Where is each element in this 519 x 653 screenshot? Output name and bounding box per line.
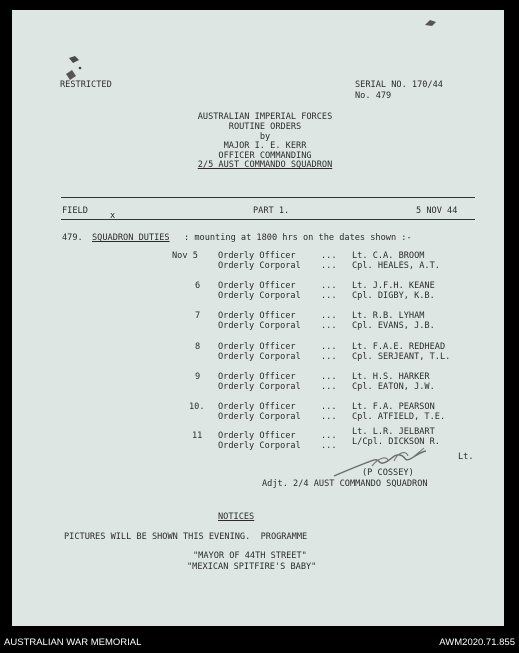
duty-dots: ... [321, 321, 337, 331]
heading-line: by [259, 132, 271, 142]
heading-line: OFFICER COMMANDING [218, 151, 312, 161]
duty-name: Cpl. EVANS, J.B. [352, 321, 435, 331]
duty-name: Lt. H.S. HARKER [352, 372, 430, 382]
duty-date: 11 [192, 431, 203, 441]
heading-line: ROUTINE ORDERS [228, 122, 302, 132]
duty-name: Lt. C.A. BROOM [352, 251, 425, 261]
signatory-name: (P COSSEY) [362, 468, 414, 478]
order-item-title: SQUADRON DUTIES [92, 233, 170, 243]
duty-role: Orderly Officer [218, 372, 296, 382]
duty-dots: ... [321, 352, 337, 362]
part-label: PART 1. [253, 206, 290, 216]
divider [61, 219, 475, 220]
duty-role: Orderly Officer [218, 251, 296, 261]
duty-dots: ... [321, 431, 337, 441]
duty-name: Lt. F.A.E. REDHEAD [352, 342, 446, 352]
duty-date: 6 [195, 281, 201, 291]
duty-role: Orderly Officer [218, 311, 296, 321]
duty-date: 7 [195, 311, 201, 321]
duty-dots: ... [321, 281, 337, 291]
duty-role: Orderly Corporal [218, 321, 301, 331]
duty-dots: ... [321, 382, 337, 392]
duty-name: L/Cpl. DICKSON R. [352, 437, 440, 447]
duty-role: Orderly Corporal [218, 412, 301, 422]
footer-accession: AWM2020.71.855 [439, 637, 515, 648]
film-title: "MAYOR OF 44TH STREET" [193, 551, 307, 561]
duty-dots: ... [321, 372, 337, 382]
field-label: FIELD [62, 206, 88, 216]
duty-role: Orderly Corporal [218, 291, 301, 301]
duty-date: 10. [189, 402, 205, 412]
duty-role: Orderly Officer [218, 281, 296, 291]
footer-source: AUSTRALIAN WAR MEMORIAL [4, 637, 142, 648]
duty-dots: ... [321, 402, 337, 412]
order-item-text: : mounting at 1800 hrs on the dates shown :- [184, 233, 412, 243]
duty-dots: ... [321, 251, 337, 261]
order-date: 5 NOV 44 [416, 206, 458, 216]
order-number: No. 479 [355, 91, 392, 101]
duty-dots: ... [321, 412, 337, 422]
duty-name: Cpl. ATFIELD, T.E. [352, 412, 446, 422]
corner-mark [424, 12, 438, 31]
duty-name: Lt. J.F.H. KEANE [352, 281, 435, 291]
classification: RESTRICTED [60, 80, 112, 90]
notices-heading: NOTICES [218, 512, 255, 522]
duty-date: 9 [195, 372, 201, 382]
duty-role: Orderly Corporal [218, 382, 301, 392]
duty-dots: ... [321, 291, 337, 301]
divider [61, 197, 475, 198]
duty-name: Cpl. HEALES, A.T. [352, 261, 440, 271]
duty-name: Cpl. DIGBY, K.B. [352, 291, 435, 301]
duty-name: Lt. R.B. LYHAM [352, 311, 425, 321]
duty-dots: ... [321, 311, 337, 321]
duty-dots: ... [321, 441, 337, 451]
duty-role: Orderly Officer [218, 431, 296, 441]
serial-number: SERIAL NO. 170/44 [355, 80, 443, 90]
heading-line: AUSTRALIAN IMPERIAL FORCES [197, 112, 333, 122]
notice-text: PICTURES WILL BE SHOWN THIS EVENING. PROGRAMME [64, 532, 308, 542]
rank-suffix: Lt. [458, 452, 474, 462]
field-mark: x [110, 211, 116, 221]
signatory-title: Adjt. 2/4 AUST COMMANDO SQUADRON [262, 479, 428, 489]
duty-dots: ... [321, 261, 337, 271]
duty-name: Lt. L.R. JELBART [352, 427, 435, 437]
duty-role: Orderly Corporal [218, 441, 301, 451]
heading-line: MAJOR I. E. KERR [223, 141, 307, 151]
duty-date: 8 [195, 342, 201, 352]
duty-date: Nov 5 [172, 251, 198, 261]
duty-dots: ... [321, 342, 337, 352]
heading-line: 2/5 AUST COMMANDO SQUADRON [197, 160, 333, 170]
film-title: "MEXICAN SPITFIRE'S BABY" [187, 562, 317, 572]
duty-role: Orderly Corporal [218, 352, 301, 362]
duty-name: Lt. F.A. PEARSON [352, 402, 435, 412]
duty-name: Cpl. EATON, J.W. [352, 382, 435, 392]
order-item-number: 479. [62, 233, 83, 243]
duty-role: Orderly Officer [218, 342, 296, 352]
duty-role: Orderly Officer [218, 402, 296, 412]
duty-name: Cpl. SERJEANT, T.L. [352, 352, 451, 362]
duty-role: Orderly Corporal [218, 261, 301, 271]
